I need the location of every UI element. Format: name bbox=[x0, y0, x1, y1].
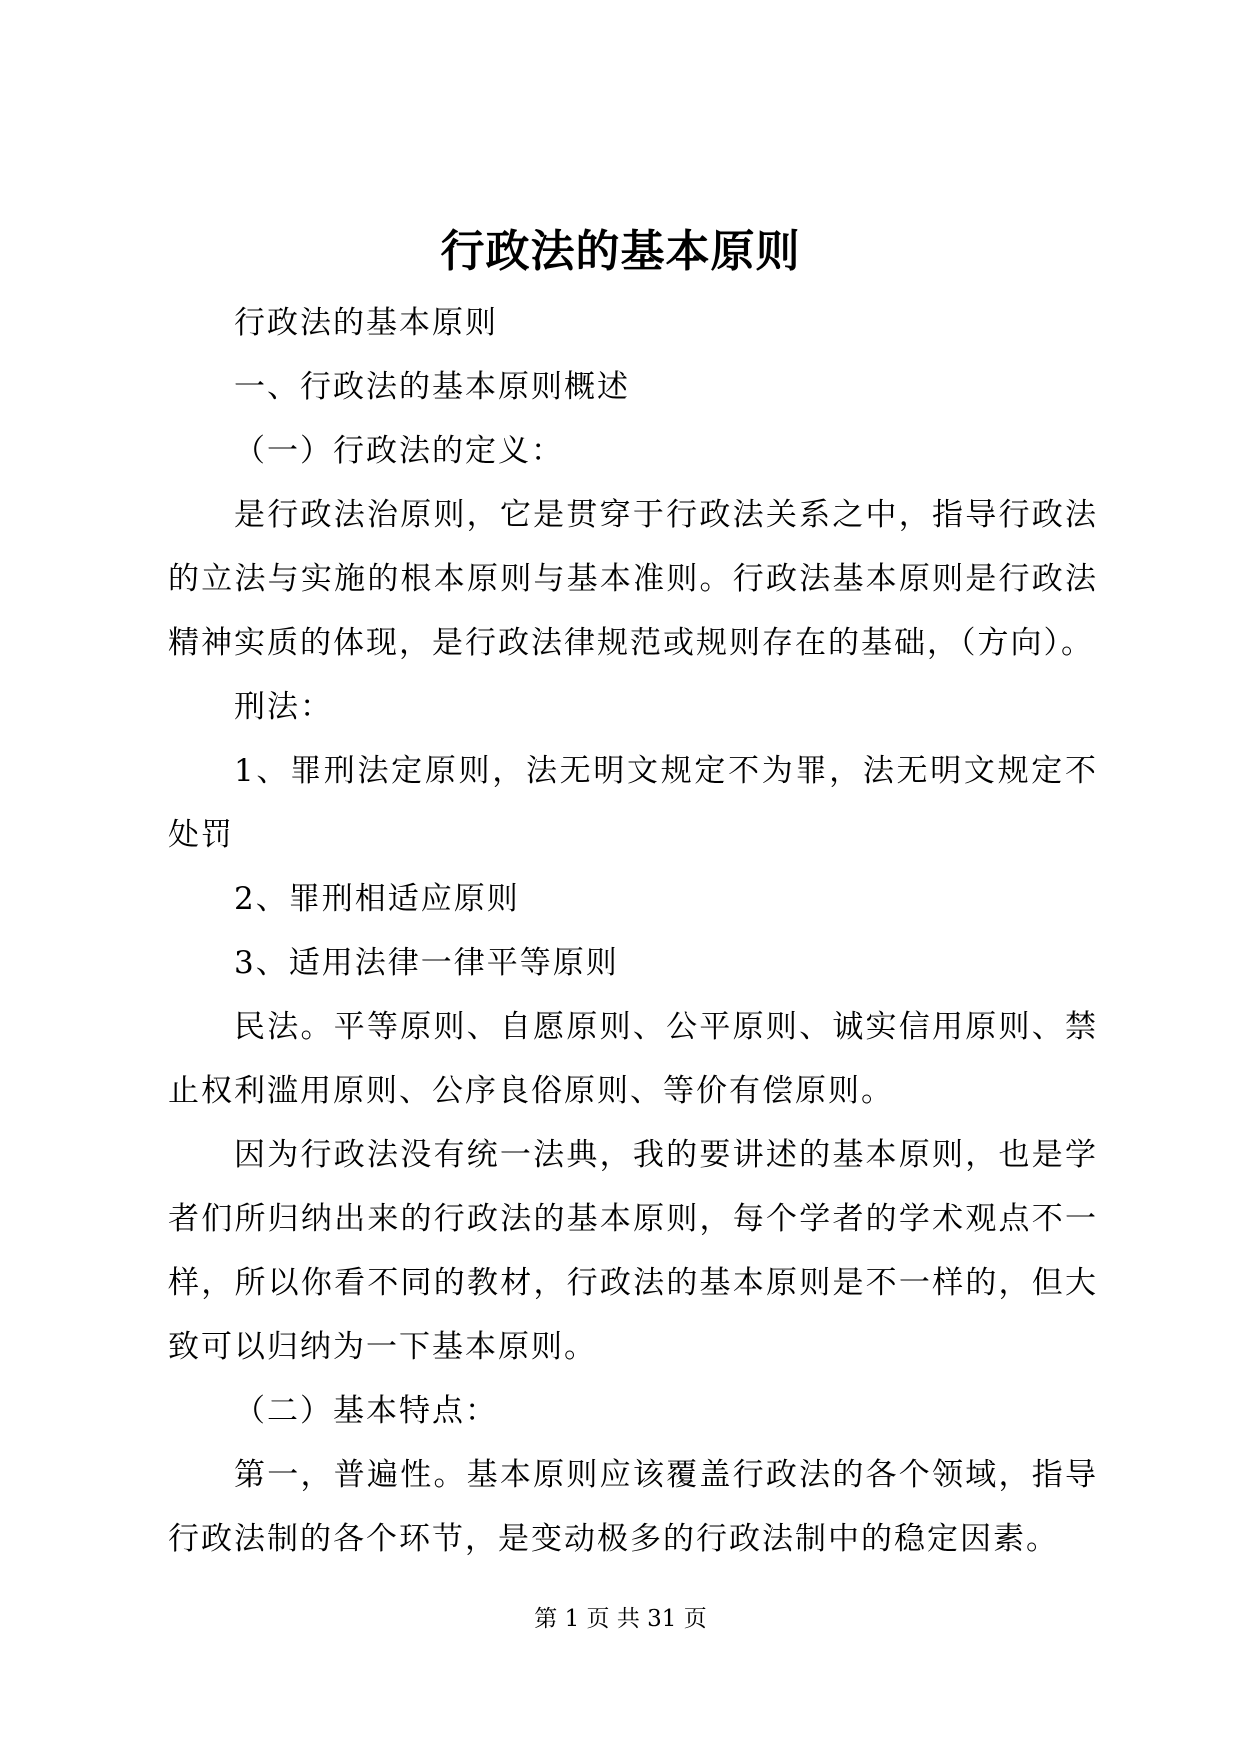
paragraph-definition-text: 是行政法治原则，它是贯穿于行政法关系之中，指导行政法的立法与实施的根本原则与基本准则。行政法基本原则是行政法精神实质的体现，是行政法律规范或规则存在的基础，（方向）。 bbox=[168, 497, 1098, 661]
paragraph-criminal-principle-3: 3、适用法律一律平等原则 bbox=[234, 945, 619, 981]
paragraph-section-heading: 一、行政法的基本原则概述 bbox=[234, 369, 630, 405]
paragraph-subtitle: 行政法的基本原则 bbox=[234, 305, 498, 341]
document-title: 行政法的基本原则 bbox=[440, 226, 801, 277]
paragraph-civil-law: 民法。平等原则、自愿原则、公平原则、诚实信用原则、禁止权利滥用原则、公序良俗原则、等价有偿原则。 bbox=[168, 1009, 1098, 1109]
document-body bbox=[168, 291, 1098, 1571]
paragraph-criminal-principle-1: 1、罪刑法定原则，法无明文规定不为罪，法无明文规定不处罚 bbox=[168, 753, 1098, 853]
paragraph-subsection-definition: （一）行政法的定义： bbox=[234, 433, 564, 469]
paragraph-feature-universality: 第一，普遍性。基本原则应该覆盖行政法的各个领域，指导行政法制的各个环节，是变动极多的行政法制中的稳定因素。 bbox=[168, 1457, 1098, 1557]
paragraph-explanation: 因为行政法没有统一法典，我的要讲述的基本原则，也是学者们所归纳出来的行政法的基本原则，每个学者的学术观点不一样，所以你看不同的教材，行政法的基本原则是不一样的，但大致可以归纳为一下基本原则。 bbox=[168, 1137, 1098, 1365]
paragraph-criminal-law: 刑法： bbox=[234, 689, 333, 725]
page-footer: 第 1 页 共 31 页 bbox=[534, 1606, 707, 1632]
paragraph-subsection-features: （二）基本特点： bbox=[234, 1393, 498, 1429]
paragraph-criminal-principle-2: 2、罪刑相适应原则 bbox=[234, 881, 520, 917]
